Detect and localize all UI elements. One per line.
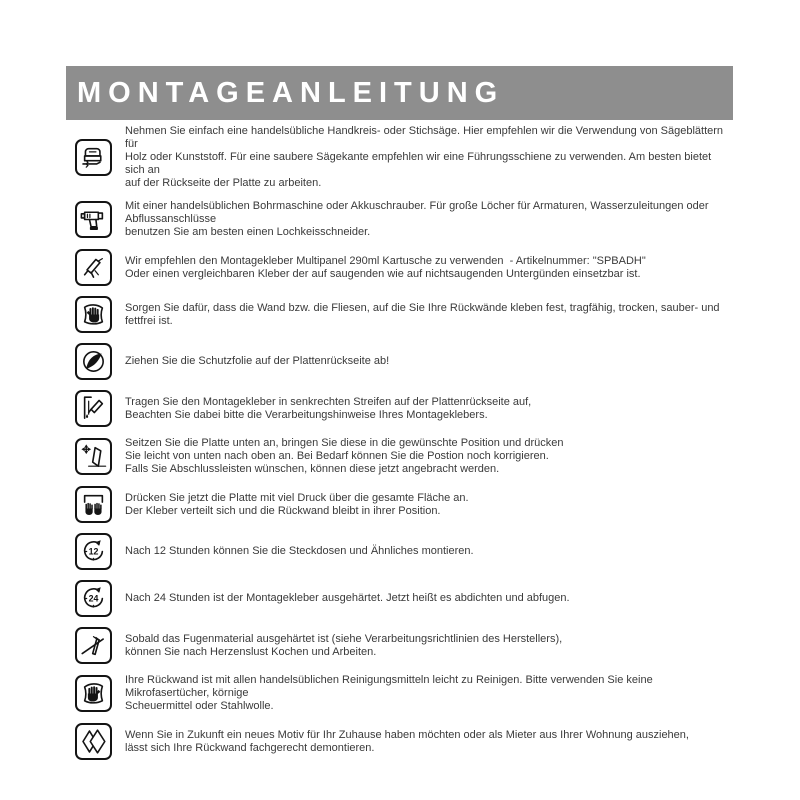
instruction-step	[66, 125, 733, 190]
step-text-line: Oder einen vergleichbaren Kleber der auf saugenden wie auf nichtsaugenden Untergünden einsetzbar ist.	[125, 267, 641, 280]
svg-text:24: 24	[88, 593, 99, 604]
step-text-line: Sobald das Fugenmaterial ausgehärtet ist (siehe Verarbeitungsrichtlinien des Herstellers),	[125, 632, 563, 645]
clean-cloth-icon	[75, 675, 112, 712]
joint-finish-icon	[75, 627, 112, 664]
instruction-step	[66, 627, 733, 664]
step-text-line: auf der Rückseite der Platte zu arbeiten.	[125, 177, 322, 189]
step-text-line: Nach 12 Stunden können Sie die Steckdosen und Ähnliches montieren.	[125, 545, 474, 557]
instruction-step	[66, 249, 733, 286]
step-text-line: Sorgen Sie dafür, dass die Wand bzw. die Fliesen, auf die Sie Ihre Rückwände kleben fest, tragfähig, trocken, sauber- und fettfrei ist.	[125, 301, 723, 327]
step-text	[125, 200, 733, 239]
step-text-line: Sie leicht von unten nach oben an. Bei Bedarf können Sie die Postion noch korrigieren.	[125, 450, 549, 462]
step-text-line: Beachten Sie dabei bitte die Verarbeitungshinweise Ihres Montageklebers.	[125, 408, 488, 421]
instruction-step	[66, 296, 733, 333]
jigsaw-icon	[75, 139, 112, 176]
step-text-line: Holz oder Kunststoff. Für eine saubere Sägekante empfehlen wir eine Führungsschiene zu verwenden. Am besten bietet sich an	[125, 151, 715, 176]
step-text-line: können Sie nach Herzenslust Kochen und Arbeiten.	[125, 645, 377, 658]
wipe-hand-icon	[75, 296, 112, 333]
step-text	[125, 592, 570, 605]
step-text-line: benutzen Sie am besten einen Lochkeisschneider.	[125, 226, 371, 238]
clock-12h-icon	[75, 533, 112, 570]
step-text	[125, 492, 469, 518]
steps-list	[66, 125, 733, 760]
step-text	[125, 125, 733, 190]
step-text	[125, 437, 563, 476]
instruction-step	[66, 533, 733, 570]
instruction-sheet	[66, 66, 733, 770]
step-text	[125, 729, 689, 755]
instruction-step	[66, 437, 733, 476]
instruction-step	[66, 674, 733, 713]
step-text-line: Nehmen Sie einfach eine handelsübliche Handkreis- oder Stichsäge. Hier empfehlen wir die Verwendung von Sägeblättern für	[125, 125, 727, 150]
step-text-line: Mit einer handelsüblichen Bohrmaschine oder Akkuschrauber. Für große Löcher für Armaturen, Wasserzuleitungen oder Abflussanschlüsse	[125, 200, 711, 225]
instruction-step	[66, 486, 733, 523]
caulk-gun-icon	[75, 249, 112, 286]
step-text-line: Wir empfehlen den Montagekleber Multipanel 290ml Kartusche zu verwenden - Artikelnummer: "SPBADH"	[125, 254, 646, 267]
step-text-line: lässt sich Ihre Rückwand fachgerecht demontieren.	[125, 741, 375, 754]
instruction-step	[66, 200, 733, 239]
apply-adhesive-icon	[75, 390, 112, 427]
title-banner	[66, 66, 733, 120]
step-text	[125, 396, 531, 422]
press-hands-icon	[75, 486, 112, 523]
step-text-line: Falls Sie Abschlussleisten wünschen, können diese jetzt angebracht werden.	[125, 463, 500, 475]
step-text	[125, 633, 562, 659]
instruction-step	[66, 390, 733, 427]
step-text-line: Wenn Sie in Zukunft ein neues Motiv für Ihr Zuhause haben möchten oder als Mieter aus Ihrer Wohnung ausziehen,	[125, 728, 689, 741]
step-text-line: Seitzen Sie die Platte unten an, bringen Sie diese in die gewünschte Position und drücken	[125, 437, 564, 449]
instruction-step	[66, 580, 733, 617]
peel-foil-icon	[75, 343, 112, 380]
drill-icon	[75, 201, 112, 238]
position-panel-icon	[75, 438, 112, 475]
step-text-line: Scheuermittel oder Stahlwolle.	[125, 700, 274, 712]
step-text	[125, 674, 733, 713]
instruction-step	[66, 723, 733, 760]
clock-24h-icon	[75, 580, 112, 617]
step-text-line: Ziehen Sie die Schutzfolie auf der Plattenrückseite ab!	[125, 355, 390, 367]
step-text	[125, 545, 474, 558]
step-text-line: Der Kleber verteilt sich und die Rückwand bleibt in ihrer Position.	[125, 504, 441, 517]
page-title: MONTAGEANLEITUNG	[77, 76, 505, 109]
svg-text:12: 12	[88, 546, 99, 557]
step-text-line: Ihre Rückwand ist mit allen handelsüblichen Reinigungsmitteln leicht zu Reinigen. Bitte verwenden Sie keine Mikrofasertücher, körnige	[125, 674, 656, 699]
step-text-line: Drücken Sie jetzt die Platte mit viel Druck über die gesamte Fläche an.	[125, 491, 469, 504]
step-text-line: Nach 24 Stunden ist der Montagekleber ausgehärtet. Jetzt heißt es abdichten und abfugen.	[125, 592, 570, 604]
step-text	[125, 355, 389, 368]
step-text-line: Tragen Sie den Montagekleber in senkrechten Streifen auf der Plattenrückseite auf,	[125, 395, 532, 408]
step-text	[125, 255, 646, 281]
step-text	[125, 302, 733, 328]
instruction-step	[66, 343, 733, 380]
demount-panels-icon	[75, 723, 112, 760]
